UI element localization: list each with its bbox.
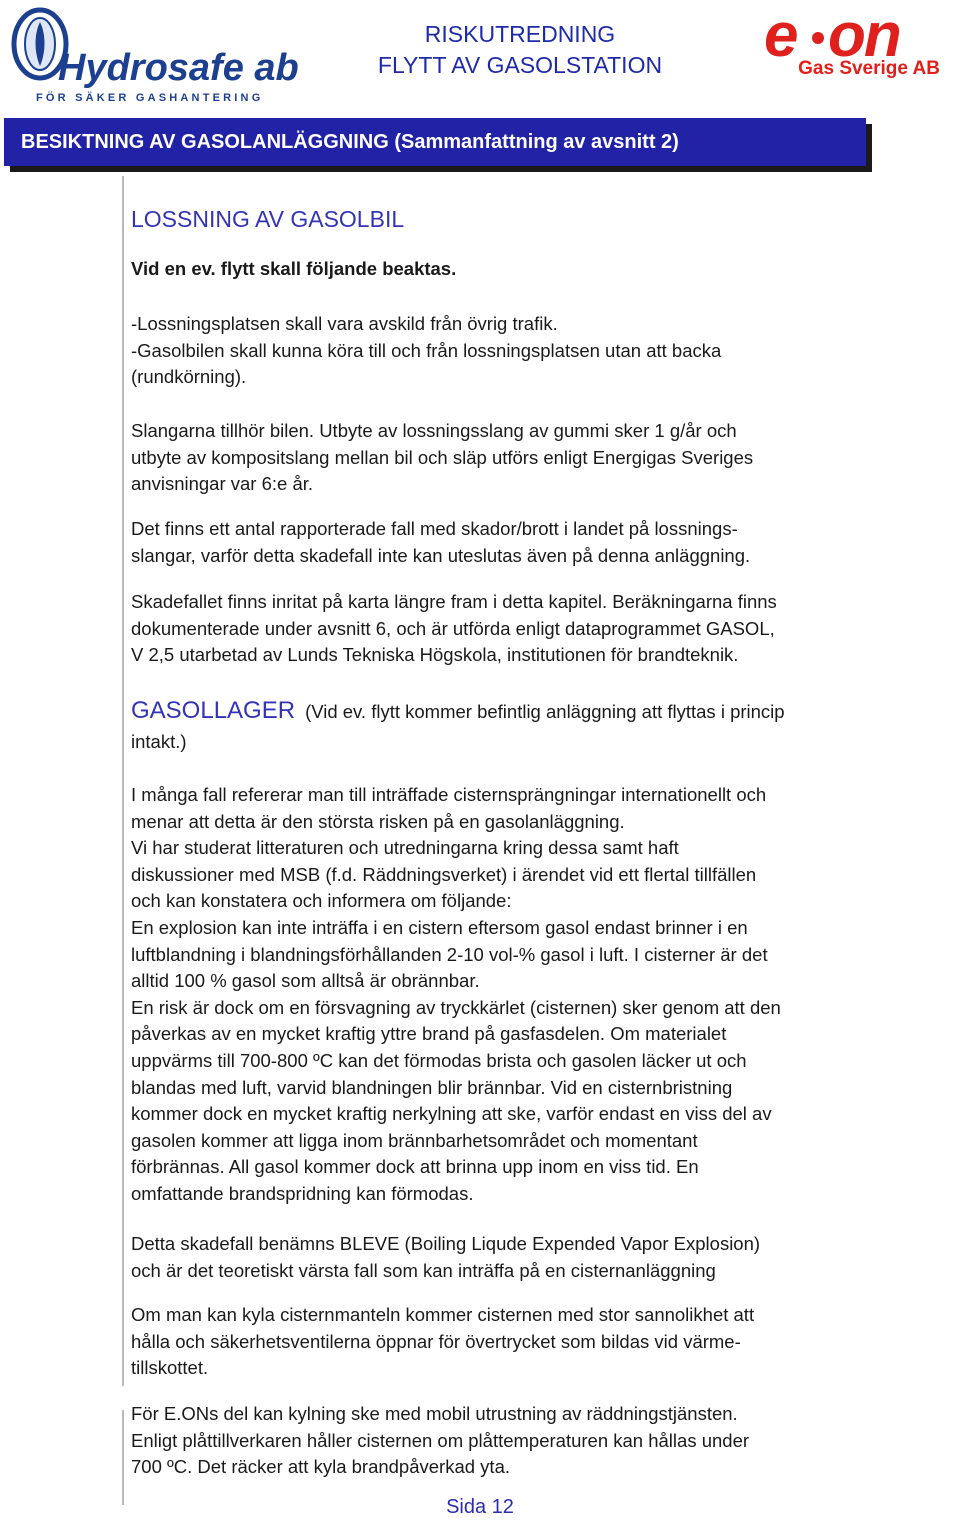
paragraph	[131, 1231, 956, 1284]
text-line: 700 ºC. Det räcker att kyla brandpåverkad yta.	[131, 1456, 510, 1478]
text-line: (rundkörning).	[131, 366, 247, 388]
text-line: gasolen kommer att ligga inom brännbarhetsområdet och momentant	[131, 1129, 698, 1151]
text-line: En risk är dock om en försvagning av tryckkärlet (cisternen) sker genom att den	[131, 996, 781, 1018]
text-line: Det finns ett antal rapporterade fall med skador/brott i landet på lossnings-	[131, 518, 738, 539]
text-line: -Gasolbilen skall kunna köra till och från lossningsplatsen utan att backa	[131, 339, 722, 361]
text-line: -Lossningsplatsen skall vara avskild från övrig trafik.	[131, 313, 558, 334]
svg-text:on: on	[828, 1, 900, 70]
logo-tagline: FÖR SÄKER GASHANTERING	[36, 92, 264, 104]
text-line: förbrännas. All gasol kommer dock att brinna upp inom en viss tid. En	[131, 1156, 699, 1178]
paragraph	[131, 311, 956, 391]
text-line: påverkas av en mycket kraftig yttre brand på gasfasdelen. Om materialet	[131, 1023, 727, 1045]
text-line: omfattande brandspridning kan förmodas.	[131, 1182, 474, 1204]
text-line: För E.ONs del kan kylning ske med mobil utrustning av räddningstjänsten.	[131, 1403, 738, 1424]
paragraph	[131, 589, 956, 669]
paragraph	[131, 782, 956, 1208]
heading-note: (Vid ev. flytt kommer befintlig anläggning att flyttas i princip	[305, 701, 785, 722]
svg-text:Hydrosafe ab: Hydrosafe ab	[58, 47, 299, 89]
text-line: blandas med luft, varvid blandningen blir brännbar. Vid en cisternbristning	[131, 1076, 733, 1098]
text-line: diskussioner med MSB (f.d. Räddningsverket) i ärendet vid ett flertal tillfällen	[131, 863, 757, 885]
heading-note-cont: intakt.)	[131, 731, 187, 752]
heading-lossning-av-gasolbil: LOSSNING AV GASOLBIL	[131, 206, 405, 232]
text-line: tillskottet.	[131, 1357, 209, 1379]
text-line: anvisningar var 6:e år.	[131, 473, 314, 495]
intro-text: Vid en ev. flytt skall följande beaktas.	[131, 258, 457, 279]
paragraph	[131, 418, 956, 498]
svg-text:e: e	[764, 1, 797, 70]
heading-gasollager: GASOLLAGER	[131, 697, 296, 724]
margin-rule	[122, 176, 124, 1386]
text-line: En explosion kan inte inträffa i en cistern eftersom gasol endast brinner i en	[131, 916, 748, 938]
text-line: kommer dock en mycket kraftig nerkylning att ske, varför endast en viss del av	[131, 1103, 772, 1125]
heading-gasollager-row	[131, 697, 785, 725]
text-line: slangar, varför detta skadefall inte kan uteslutas även på denna anläggning.	[131, 544, 751, 566]
text-line: och kan konstatera och informera om följande:	[131, 890, 512, 912]
text-line: menar att detta är den största risken på en gasolanläggning.	[131, 810, 625, 832]
text-line: I många fall refererar man till inträffade cisternsprängningar internationellt och	[131, 784, 767, 805]
hydrosafe-logo	[6, 6, 299, 104]
paragraph	[131, 516, 956, 569]
text-line: Om man kan kyla cisternmanteln kommer cisternen med stor sannolikhet att	[131, 1304, 755, 1325]
text-line: dokumenterade under avsnitt 6, och är utförda enligt dataprogrammet GASOL,	[131, 617, 775, 639]
text-line: alltid 100 % gasol som alltså är obrännbar.	[131, 970, 480, 992]
text-line: hålla och säkerhetsventilerna öppnar för övertrycket som bildas vid värme-	[131, 1330, 741, 1352]
text-line: och är det teoretiskt värsta fall som kan inträffa på en cisternanläggning	[131, 1259, 716, 1281]
page-number: Sida 12	[446, 1496, 514, 1518]
header-title-line2: FLYTT AV GASOLSTATION	[377, 52, 663, 78]
text-line: utbyte av kompositslang mellan bil och släp utförs enligt Energigas Sveriges	[131, 446, 754, 468]
text-line: Detta skadefall benämns BLEVE (Boiling Liqude Expended Vapor Explosion)	[131, 1233, 761, 1254]
margin-rule-lower	[122, 1410, 124, 1505]
text-line: Enligt plåttillverkaren håller cisternen om plåttemperaturen kan hållas under	[131, 1429, 750, 1451]
text-line: uppvärms till 700-800 ºC kan det förmodas brista och gasolen läcker ut och	[131, 1049, 747, 1071]
paragraph	[131, 1302, 956, 1382]
text-line: Slangarna tillhör bilen. Utbyte av lossningsslang av gummi sker 1 g/år och	[131, 420, 737, 441]
header-title-line1: RISKUTREDNING	[424, 21, 616, 47]
text-line: Vi har studerat litteraturen och utredningarna kring dessa samt haft	[131, 837, 679, 859]
text-line: Skadefallet finns inritat på karta längre fram i detta kapitel. Beräkningarna finns	[131, 591, 777, 612]
section-banner: BESIKTNING AV GASOLANLÄGGNING (Sammanfattning av avsnitt 2)	[4, 118, 866, 166]
text-line: V 2,5 utarbetad av Lunds Tekniska Högskola, institutionen för brandteknik.	[131, 644, 739, 666]
eon-subtitle: Gas Sverige AB	[798, 58, 940, 79]
paragraph	[131, 1401, 956, 1481]
text-line: luftblandning i blandningsförhållanden 2-10 vol-% gasol i luft. I cisterner är det	[131, 943, 768, 965]
hydrosafe-logo-mark	[6, 6, 299, 90]
